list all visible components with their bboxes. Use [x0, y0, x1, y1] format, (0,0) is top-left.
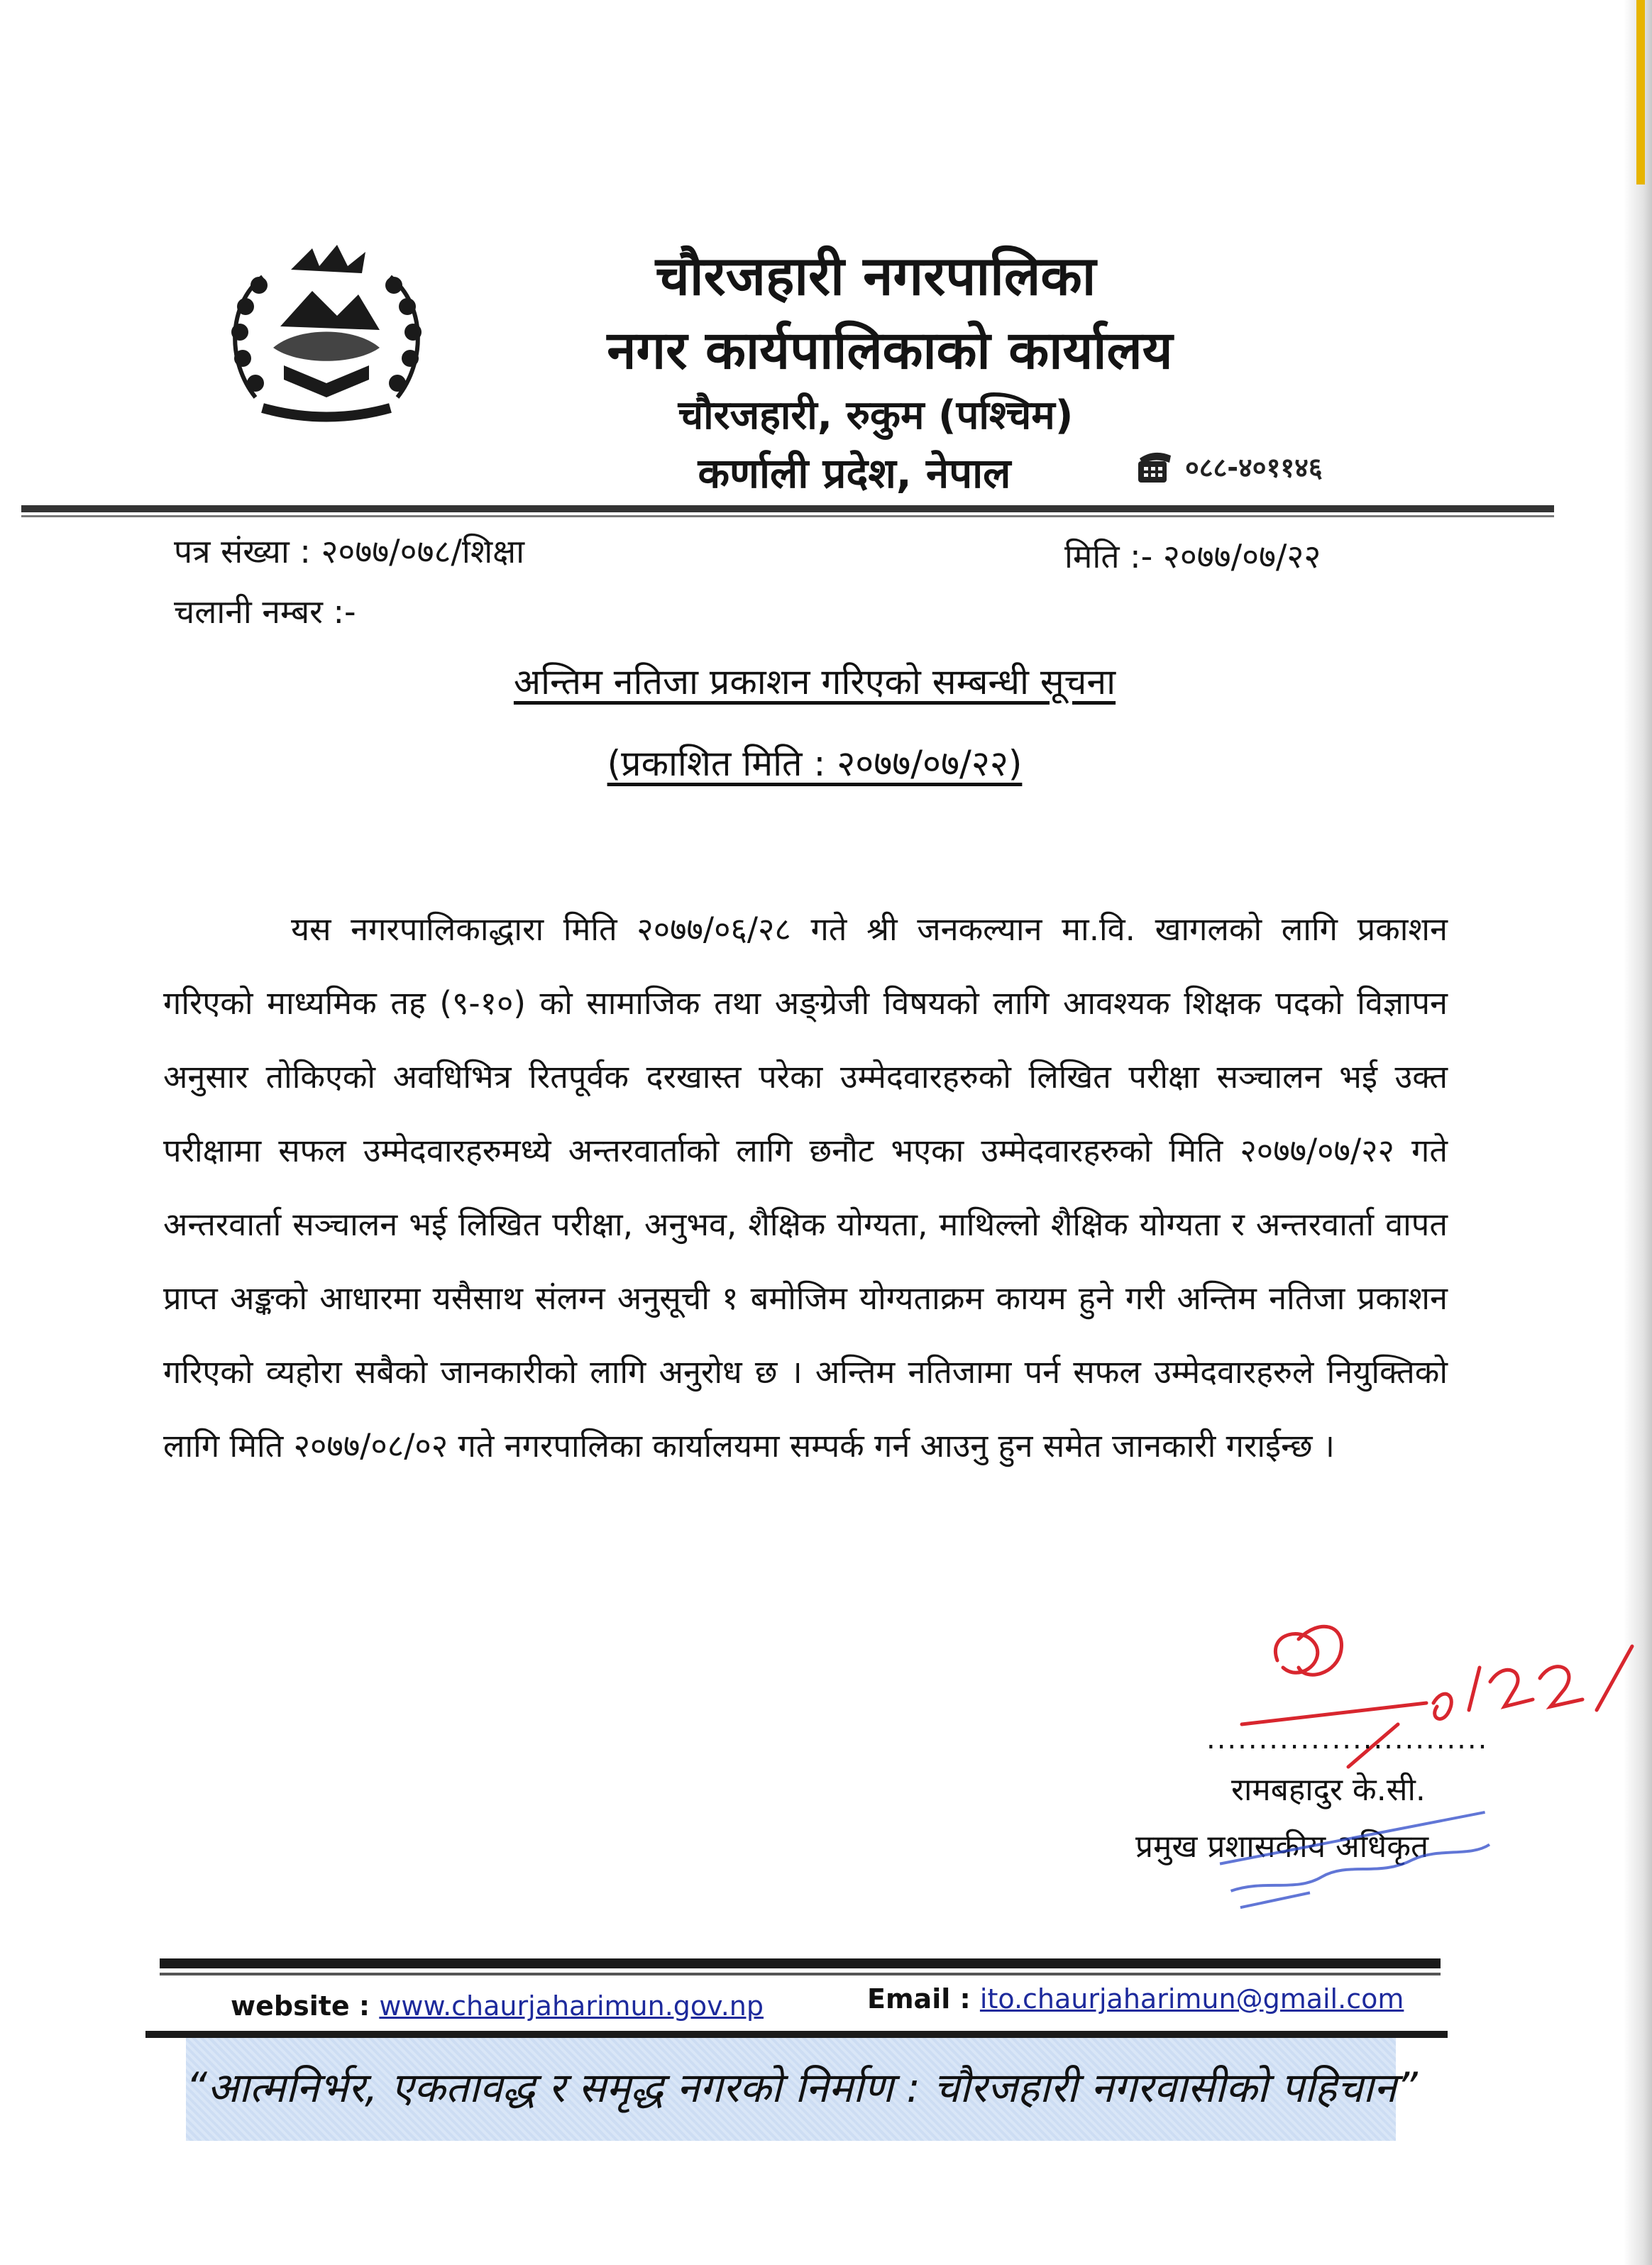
footer-divider-thin	[160, 1973, 1441, 1975]
signature-line: ...........................	[1206, 1723, 1489, 1756]
office-location: चौरजहारी, रुकुम (पश्चिम)	[678, 392, 1074, 439]
reference-number: पत्र संख्या : २०७७/०७८/शिक्षा	[174, 532, 525, 571]
phone-contact	[1135, 448, 1323, 485]
official-stamp	[1202, 1796, 1509, 1922]
org-name: चौरजहारी नगरपालिका	[655, 244, 1096, 307]
dispatch-number: चलानी नम्बर :-	[174, 593, 356, 631]
telephone-icon	[1135, 448, 1175, 485]
office-name: नगर कार्यपालिकाको कार्यालय	[607, 320, 1173, 381]
footer-divider-bottom	[145, 2031, 1448, 2038]
phone-number: ०८८-४०११४६	[1185, 452, 1323, 483]
letterhead	[0, 0, 1652, 525]
footer-email	[867, 1983, 1404, 2015]
website-label: website :	[231, 1990, 380, 2022]
footer-website	[231, 1990, 764, 2022]
email-link[interactable]: ito.chaurjaharimun@gmail.com	[979, 1983, 1404, 2015]
website-link[interactable]: www.chaurjaharimun.gov.np	[379, 1990, 764, 2022]
signatory-name: रामबहादुर के.सी.	[1231, 1772, 1426, 1808]
municipality-motto: “आत्मनिर्भर, एकतावद्ध र समृद्ध नगरको निर्माण : चौरजहारी नगरवासीको पहिचान”	[186, 2063, 1418, 2112]
letter-date: मिति :- २०७७/०७/२२	[1064, 537, 1321, 575]
header-divider-thin	[21, 515, 1554, 517]
footer-divider	[160, 1958, 1441, 1968]
signatory-title: प्रमुख प्रशासकीय अधिकृत	[1135, 1829, 1429, 1865]
notice-body: यस नगरपालिकाद्धारा मिति २०७७/०६/२८ गते श्री जनकल्यान मा.वि. खागलको लागि प्रकाशन गरिएको माध्यमिक तह (९-१०) को सामाजिक तथा अङ्ग्रेजी विषयको लागि आवश्यक शिक्षक पदको विज्ञापन अनुसार तोकिएको अवधिभित्र रितपूर्वक दरखास्त परेका उम्मेदवारहरुको लिखित परीक्षा सञ्चालन भई उक्त परीक्षामा सफल उम्मेदवारहरुमध्ये अन्तरवार्ताको लागि छनौट भएका उम्मेदवारहरुको मिति २०७७/०७/२२ गते अन्तरवार्ता सञ्चालन भई लिखित परीक्षा, अनुभव, शैक्षिक योग्यता, माथिल्लो शैक्षिक योग्यता र अन्तरवार्ता वापत प्राप्त अङ्कको आधारमा यसैसाथ संलग्न अनुसूची १ बमोजिम योग्यताक्रम कायम हुने गरी अन्तिम नतिजा प्रकाशन गरिएको व्यहोरा सबैको जानकारीको लागि अनुरोध छ । अन्तिम नतिजामा पर्न सफल उम्मेदवारहरुले नियुक्तिको लागि मिति २०७७/०८/०२ गते नगरपालिका कार्यालयमा सम्पर्क गर्न आउनु हुन समेत जानकारी गराईन्छ ।	[163, 910, 1448, 1465]
office-province: कर्णाली प्रदेश, नेपाल	[698, 449, 1011, 497]
email-label: Email :	[867, 1983, 980, 2015]
published-date: (प्रकाशित मिति : २०७७/०७/२२)	[607, 743, 1023, 784]
header-divider	[21, 505, 1554, 512]
notice-title: अन्तिम नतिजा प्रकाशन गरिएको सम्बन्धी सूचना	[513, 661, 1116, 702]
